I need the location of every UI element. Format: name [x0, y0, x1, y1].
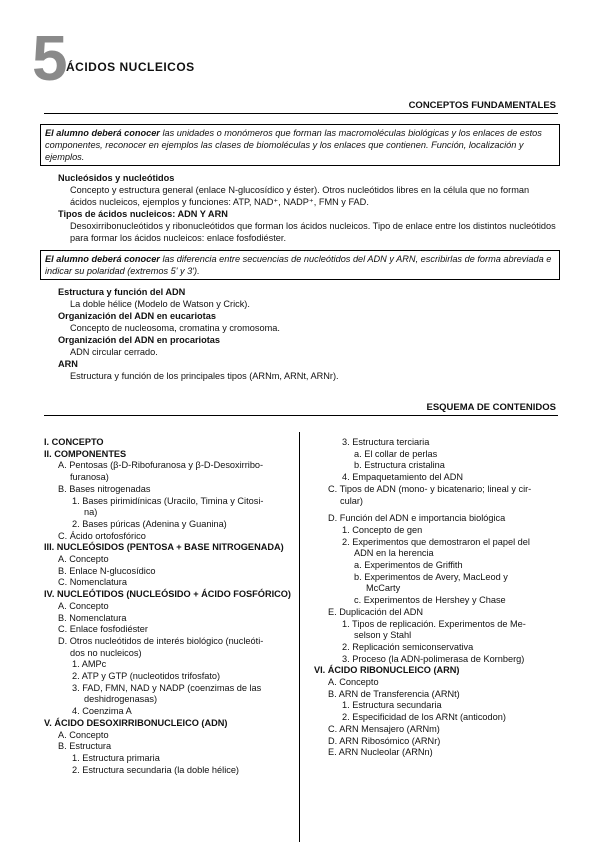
- section1-title-1: Tipos de ácidos nucleicos: ADN Y ARN: [58, 209, 228, 219]
- outline-item: 1. Estructura primaria: [72, 752, 160, 763]
- outline-item: A. Pentosas (β-D-Ribofuranosa y β-D-Desoxirribo-: [58, 460, 264, 471]
- outline-item: 2. Replicación semiconservativa: [342, 641, 474, 652]
- outline-item: 2. ATP y GTP (nucleotidos trifosfato): [72, 671, 221, 682]
- outline-item: 2. Estructura secundaria (la doble hélice): [72, 764, 239, 775]
- outline-item: 3. FAD, FMN, NAD y NADP (coenzimas de las: [72, 682, 262, 693]
- section2-desc-3: Estructura y función de los principales tipos (ARNm, ARNt, ARNr).: [70, 371, 339, 381]
- esquema-rule: [44, 415, 558, 416]
- outline-item: A. Concepto: [58, 600, 109, 611]
- outline-item: deshidrogenasas): [84, 694, 158, 705]
- section-2: [58, 286, 558, 382]
- outline-item: cular): [340, 495, 363, 506]
- outline-item: A. Concepto: [58, 554, 109, 565]
- outline-item: b. Estructura cristalina: [354, 460, 445, 471]
- outline-item: 3. Estructura terciaria: [342, 437, 430, 447]
- box2-text: las diferencia entre secuencias de nucleótidos del ADN y ARN, escribirlas de forma abreviada e indicar su polaridad (extremos 5' y 3').: [45, 254, 552, 276]
- box1-text: las unidades o monómeros que forman las macromoléculas biológicas y los enlaces de estos componentes, reconocer en ejemplos las clases de biomoléculas y los enlaces que contienen. Función, localización y ejemplos.: [45, 128, 542, 162]
- section2-desc-2: ADN circular cerrado.: [70, 347, 158, 357]
- outline-item: C. Ácido ortofosfórico: [58, 530, 146, 541]
- section2-desc-0: La doble hélice (Modelo de Watson y Crick).: [70, 299, 250, 309]
- outline-item: A. Concepto: [58, 729, 109, 740]
- outline-item: D. ARN Ribosómico (ARNr): [328, 735, 441, 746]
- outline-left-column: [44, 437, 296, 776]
- outline-right-column: [314, 437, 564, 759]
- outline-item: V. ÁCIDO DESOXIRRIBONUCLEICO (ADN): [44, 717, 228, 728]
- conceptos-header: CONCEPTOS FUNDAMENTALES: [408, 100, 556, 111]
- outline-item: a. El collar de perlas: [354, 448, 438, 459]
- outline-item: C. ARN Mensajero (ARNm): [328, 723, 440, 734]
- outline-item: dos no nucleicos): [70, 647, 142, 658]
- chapter-number: 5: [32, 22, 68, 94]
- outline-item: IV. NUCLEÓTIDOS (NUCLEÓSIDO + ÁCIDO FOSFÓRICO): [44, 589, 291, 600]
- outline-item: 1. Tipos de replicación. Experimentos de Me-: [342, 618, 526, 629]
- outline-item: VI. ÁCIDO RIBONUCLEICO (ARN): [314, 665, 460, 676]
- outline-item: D. Otros nucleótidos de interés biológico (nucleóti-: [58, 635, 264, 646]
- outline-item: na): [84, 507, 98, 518]
- outline-item: 2. Bases púricas (Adenina y Guanina): [72, 518, 227, 529]
- header-rule: [44, 113, 558, 114]
- outline-item: 4. Empaquetamiento del ADN: [342, 472, 464, 483]
- outline-item: II. COMPONENTES: [44, 448, 127, 459]
- box1-lead: El alumno deberá conocer: [45, 128, 160, 138]
- outline-item: B. ARN de Transferencia (ARNt): [328, 688, 460, 699]
- section2-title-3: ARN: [58, 359, 78, 369]
- esquema-header: ESQUEMA DE CONTENIDOS: [426, 402, 556, 413]
- section2-title-0: Estructura y función del ADN: [58, 287, 186, 297]
- section2-desc-1: Concepto de nucleosoma, cromatina y cromosoma.: [70, 323, 280, 333]
- objective-box-2: [40, 250, 560, 280]
- outline-item: A. Concepto: [328, 677, 379, 688]
- objective-box-1: [40, 124, 560, 166]
- section1-desc-0: Concepto y estructura general (enlace N-glucosídico y éster). Otros nucleótidos libres en la célula que no forman ácidos nucleicos, ejemplos y funciones: ATP, NAD⁺, NADP⁺, FMN y FAD.: [70, 185, 530, 207]
- section1-title-0: Nucleósidos y nucleótidos: [58, 173, 175, 183]
- outline-item: B. Nomenclatura: [58, 612, 127, 623]
- outline-item: E. Duplicación del ADN: [328, 606, 423, 617]
- section-1: [58, 172, 558, 244]
- outline-item: C. Tipos de ADN (mono- y bicatenario; lineal y cir-: [328, 483, 532, 494]
- outline-item: c. Experimentos de Hershey y Chase: [354, 595, 506, 606]
- outline-item: selson y Stahl: [354, 630, 412, 641]
- outline-item: 2. Experimentos que demostraron el papel del: [342, 536, 530, 547]
- outline-item: 4. Coenzima A: [72, 706, 132, 717]
- column-divider: [299, 432, 300, 842]
- outline-item: furanosa): [70, 472, 109, 483]
- box2-lead: El alumno deberá conocer: [45, 254, 160, 264]
- outline-item: 2. Especificidad de los ARNt (anticodon): [342, 712, 506, 723]
- outline-item: B. Enlace N-glucosídico: [58, 565, 156, 576]
- section2-title-2: Organización del ADN en procariotas: [58, 335, 221, 345]
- outline-item: a. Experimentos de Griffith: [354, 560, 463, 571]
- outline-item: C. Nomenclatura: [58, 577, 127, 588]
- outline-item: 1. Concepto de gen: [342, 524, 423, 535]
- outline-item: 1. AMPc: [72, 659, 107, 670]
- outline-item: III. NUCLEÓSIDOS (PENTOSA + BASE NITROGENADA): [44, 542, 284, 553]
- outline-item: McCarty: [366, 583, 401, 594]
- outline-item: I. CONCEPTO: [44, 437, 104, 447]
- outline-item: 1. Estructura secundaria: [342, 700, 442, 711]
- outline-item: C. Enlace fosfodiéster: [58, 624, 148, 635]
- outline-item: b. Experimentos de Avery, MacLeod y: [354, 571, 508, 582]
- outline-item: E. ARN Nucleolar (ARNn): [328, 747, 433, 758]
- outline-item: D. Función del ADN e importancia biológica: [328, 513, 506, 524]
- section1-desc-1: Desoxirribonucleótidos y ribonucleótidos que forman los ácidos nucleicos. Tipo de enlace entre los distintos nucleótidos para formar los ácidos nucleicos: enlace fosfodiéster.: [70, 221, 556, 243]
- outline-item: B. Bases nitrogenadas: [58, 483, 151, 494]
- outline-item: 3. Proceso (la ADN-polimerasa de Kornberg): [342, 653, 525, 664]
- section2-title-1: Organización del ADN en eucariotas: [58, 311, 216, 321]
- outline-item: ADN en la herencia: [354, 548, 434, 559]
- outline-item: 1. Bases pirimidínicas (Uracilo, Timina y Citosi-: [72, 495, 264, 506]
- chapter-title: ÁCIDOS NUCLEICOS: [66, 60, 195, 74]
- outline-item: B. Estructura: [58, 741, 112, 752]
